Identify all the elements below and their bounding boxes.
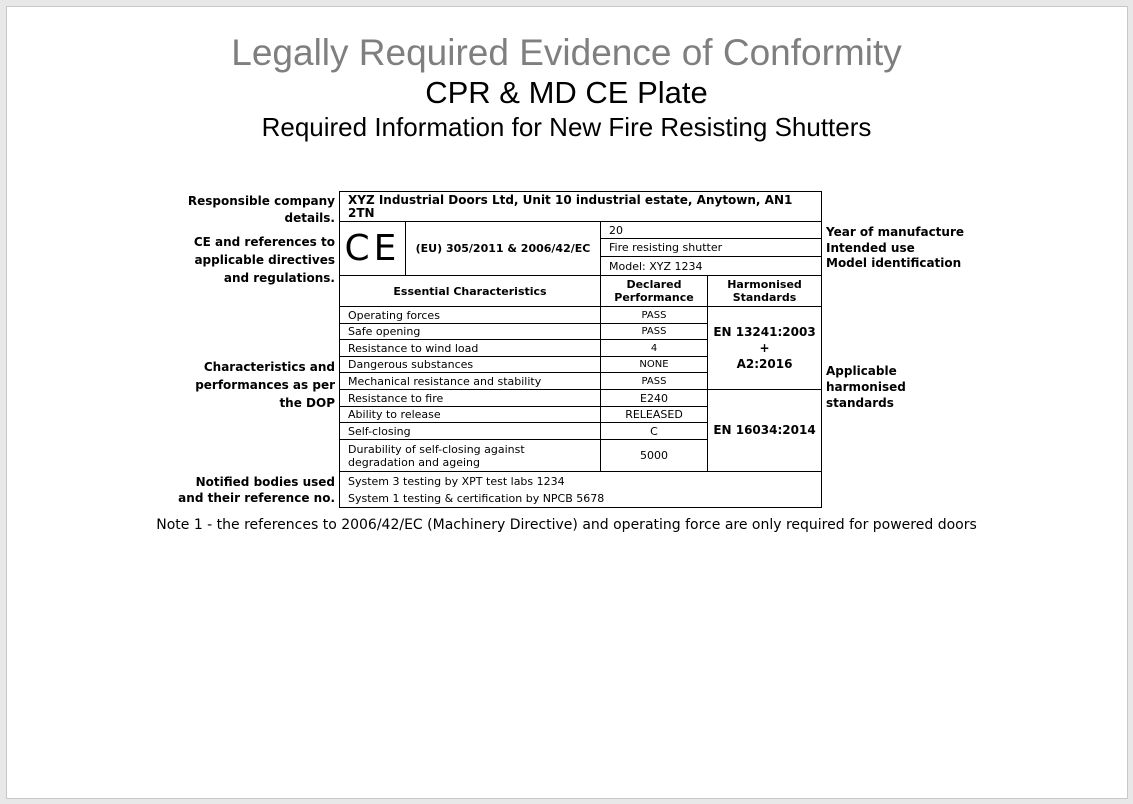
label-characteristics: Characteristics and performances as per the DOP: [195, 360, 335, 410]
notified-bodies-cell: [339, 471, 822, 508]
label-year-of-manufacture: Year of manufacture: [826, 225, 965, 239]
ce-plate-table: [339, 191, 822, 508]
year-cell: 20: [600, 221, 822, 239]
label-ce-references: CE and references to applicable directives and regulations.: [193, 235, 335, 285]
notified-body-2: System 1 testing & certification by NPCB 5678: [348, 491, 605, 505]
ce-mark-cell: [339, 221, 406, 276]
characteristic-row: Mechanical resistance and stability: [339, 372, 601, 390]
page-title: Legally Required Evidence of Conformity: [231, 32, 902, 73]
standard-en13241: EN 13241:2003: [713, 325, 816, 339]
notified-body-1: System 3 testing by XPT test labs 1234: [348, 474, 565, 488]
performance-value: PASS: [600, 372, 708, 390]
performance-value: RELEASED: [600, 406, 708, 423]
characteristic-row: Resistance to fire: [339, 389, 601, 407]
page-subtitle: CPR & MD CE Plate: [425, 75, 708, 110]
performance-value: E240: [600, 389, 708, 407]
label-notified-bodies: Notified bodies used and their reference no.: [178, 475, 335, 505]
characteristic-row: Operating forces: [339, 306, 601, 324]
model-cell: Model: XYZ 1234: [600, 256, 822, 276]
label-company-details: Responsible company details.: [187, 194, 335, 225]
header-characteristics: Essential Characteristics: [339, 275, 601, 307]
standard-en13241-cell: [707, 306, 822, 390]
company-details-cell: XYZ Industrial Doors Ltd, Unit 10 industrial estate, Anytown, AN1 2TN: [339, 191, 822, 222]
characteristic-row: Ability to release: [339, 406, 601, 423]
characteristic-row: Resistance to wind load: [339, 339, 601, 357]
standard-en16034: EN 16034:2014: [707, 389, 822, 472]
page-subheading: Required Information for New Fire Resisting Shutters: [261, 112, 872, 142]
characteristic-row: Self-closing: [339, 422, 601, 440]
characteristic-row: Dangerous substances: [339, 356, 601, 373]
performance-value: PASS: [600, 323, 708, 340]
intended-use-cell: Fire resisting shutter: [600, 238, 822, 257]
regulations-cell: (EU) 305/2011 & 2006/42/EC: [405, 221, 601, 276]
standard-plus: +: [759, 341, 770, 355]
characteristic-row: Safe opening: [339, 323, 601, 340]
performance-value: C: [600, 422, 708, 440]
performance-value: NONE: [600, 356, 708, 373]
footnote: Note 1 - the references to 2006/42/EC (Machinery Directive) and operating force are only required for powered doors: [156, 517, 977, 533]
label-model-identification: Model identification: [826, 256, 962, 270]
label-intended-use: Intended use: [826, 241, 915, 255]
performance-value: 5000: [600, 439, 708, 472]
header-standards: Harmonised Standards: [707, 275, 822, 307]
performance-value: PASS: [600, 306, 708, 324]
header-performance: Declared Performance: [600, 275, 708, 307]
ce-mark-logo: CE: [344, 228, 401, 269]
label-harmonised-standards: Applicable harmonised standards: [826, 364, 906, 410]
standard-a2: A2:2016: [736, 357, 793, 371]
performance-value: 4: [600, 339, 708, 357]
characteristic-row: Durability of self-closing against degradation and ageing: [339, 439, 601, 472]
